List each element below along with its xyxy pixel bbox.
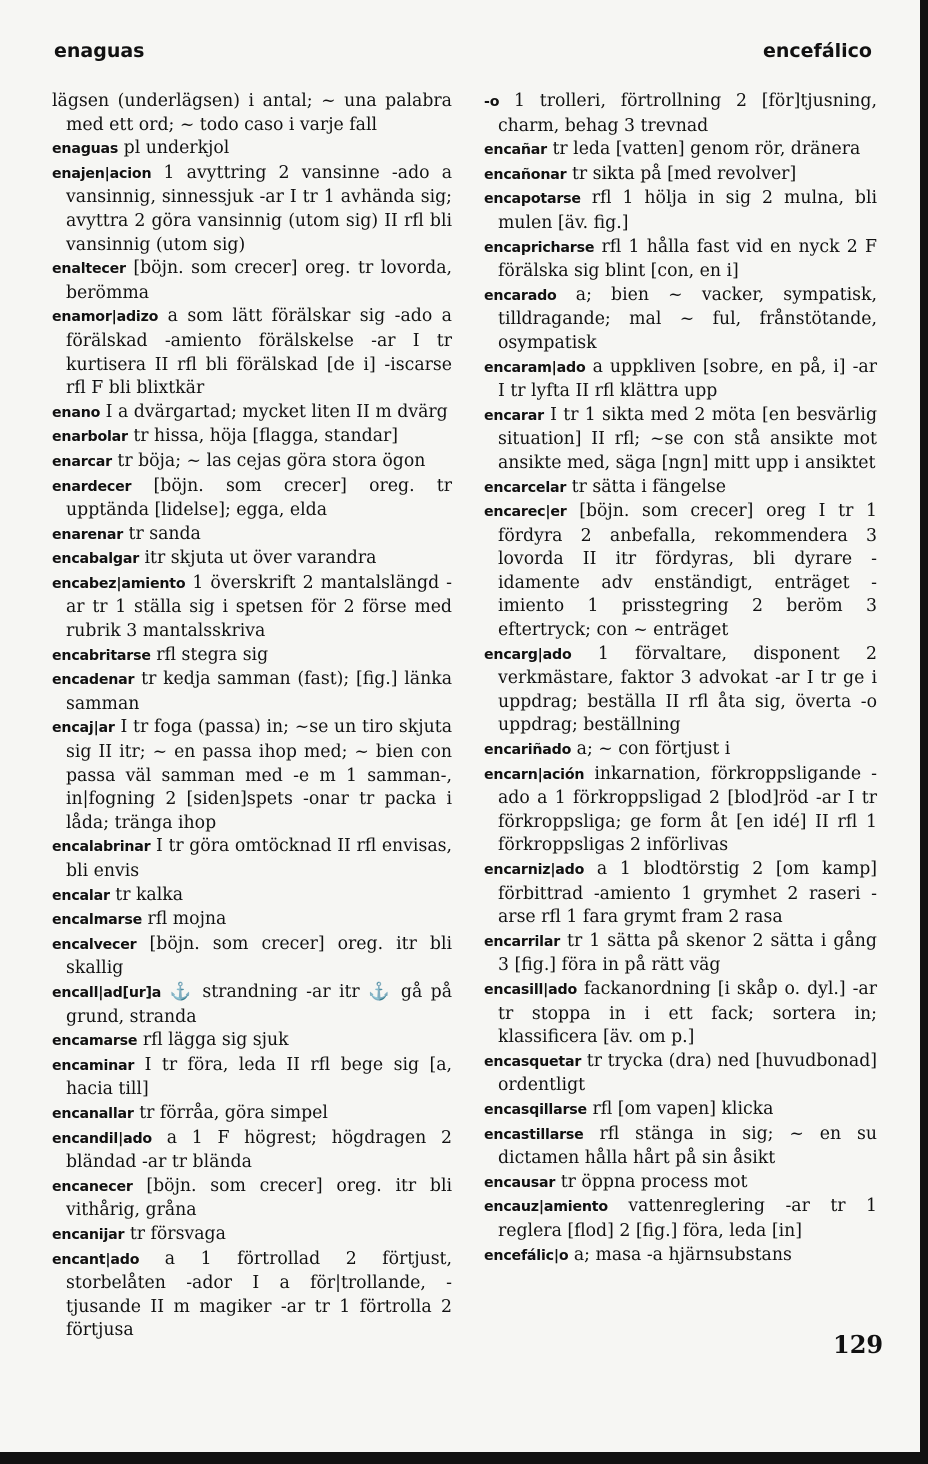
headword: encausar [484,1174,556,1191]
definition: tr hissa, höja [flagga, standar] [133,426,399,447]
dictionary-entry [484,500,877,643]
headword: encall|ad[ur]a [52,984,162,1001]
dictionary-entry [52,933,452,981]
definition: a; bien ~ vacker, sympatisk, tilldragande; mal ~ ful, frånstötande, osympatisk [498,284,877,353]
dictionary-entry [484,356,877,404]
definition: [böjn. som crecer] oreg. tr upptända [lidelse]; egga, elda [66,475,452,521]
dictionary-entry [52,90,452,137]
definition: a 1 blodtörstig 2 [om kamp] förbittrad -amiento 1 grymhet 2 raseri -arse rfl 1 fara grymt fram 2 rasa [498,859,878,928]
definition: 1 överskrift 2 mantalslängd -ar tr 1 ställa sig i spetsen för 2 förse med rubrik 3 mantalsskriva [66,572,452,642]
dictionary-entry [52,1175,452,1223]
definition: a; ~ con förtjust i [576,739,731,760]
definition: vattenreglering -ar tr 1 reglera [flod] 2 [fig.] föra, leda [in] [498,1196,877,1241]
headword: enamor|adizo [52,309,159,326]
headword: encasqillarse [484,1101,587,1118]
definition: fackanordning [i skåp o. dyl.] -ar tr stoppa in i ett fack; sortera in; klassificera [äv. om p.] [498,978,877,1048]
dictionary-entry [52,884,452,909]
headword: encabritarse [52,647,151,664]
definition: itr skjuta ut över varandra [144,548,377,569]
dictionary-entry [52,523,452,548]
page-number: 129 [833,1330,884,1359]
running-head-left: enaguas [54,40,145,62]
definition: inkarnation, förkroppsligande -ado a 1 förkroppsligad 2 [blod]röd -ar I tr förkroppsliga; ge form åt [en idé] II rfl 1 förkroppsligas 2 införlivas [498,763,877,856]
dictionary-entry [52,305,452,400]
dictionary-entry [52,716,452,835]
headword: encamarse [52,1033,138,1050]
definition: tr försvaga [129,1223,226,1244]
headword: encauz|amiento [484,1199,608,1216]
dictionary-entry [52,547,452,572]
dictionary-entry [484,930,877,978]
dictionary-entry [52,257,452,305]
dictionary-entry [52,1223,452,1248]
headword: encapricharse [484,239,595,256]
headword: encañonar [484,166,567,183]
headword: -o [484,94,500,110]
dictionary-entry [52,1054,452,1102]
dictionary-entry [52,475,452,523]
definition: rfl 1 hålla fast vid en nyck 2 F förälska sig blint [con, en i] [498,236,877,282]
definition: [böjn. som crecer] oreg. itr bli skallig [66,933,453,979]
definition: I tr föra, leda II rfl bege sig [a, hacia till] [66,1054,452,1100]
headword: encadenar [52,672,135,689]
headword: encañar [484,142,547,159]
headword: encasill|ado [484,981,577,998]
dictionary-entry [52,835,452,883]
dictionary-entry [484,1171,877,1196]
headword: encarcelar [484,479,567,496]
headword: enajen|acion [52,165,152,182]
definition: 1 trolleri, förtrollning 2 [för]tjusning, charm, behag 3 trevnad [498,91,877,136]
headword: encant|ado [52,1251,140,1268]
definition: [böjn. som crecer] oreg. itr bli vithårig, gråna [66,1175,452,1221]
definition: I tr göra omtöcknad II rfl envisas, bli envis [66,836,452,881]
headword: encalvecer [52,936,137,953]
headword: encarec|er [484,504,567,521]
definition: tr kedja samman (fast); [fig.] länka samman [66,669,453,714]
definition: 1 förvaltare, disponent 2 verkmästare, faktor 3 advokat -ar I tr ge i uppdrag; beställa II rfl åta sig, överta -o uppdrag; beställning [498,643,877,736]
dictionary-entry [52,1248,452,1343]
dictionary-entry [484,1098,877,1123]
definition: 1 avyttring 2 vansinne -ado a vansinnig, sinnessjuk -ar I tr 1 avhända sig; avyttra 2 göra vansinnig (utom sig) II rfl bli vansinnig (utom sig) [66,162,452,255]
definition: rfl stegra sig [156,644,269,665]
dictionary-entry [52,450,452,475]
headword: encariñado [484,742,572,759]
headword: encarado [484,287,557,304]
headword: encarn|ación [484,766,585,783]
definition: tr sanda [128,523,201,544]
dictionary-entry [52,1102,452,1127]
headword: enano [52,404,101,421]
headword: encalar [52,887,110,904]
headword: encabalgar [52,551,140,568]
dictionary-entry [484,187,877,235]
dictionary-entry [52,401,452,426]
definition: tr öppna process mot [560,1171,748,1192]
headword: encapotarse [484,191,581,208]
definition: ⚓ strandning -ar itr ⚓ gå på grund, stranda [66,981,452,1027]
headword: encefálic|o [484,1247,569,1264]
dictionary-entry [484,1195,877,1243]
definition: rfl mojna [147,909,227,930]
headword: encanijar [52,1226,125,1243]
dictionary-entry [484,858,877,930]
definition: tr kalka [115,884,184,905]
definition: pl underkjol [123,138,230,159]
definition: a; masa -a hjärnsubstans [573,1244,792,1265]
definition: I tr 1 sikta med 2 möta [en besvärlig situation] II rfl; ~se con stå ansikte mot ansikte med, säga [ngn] mitt upp i ansiktet [498,404,878,473]
dictionary-entry [484,978,877,1050]
dictionary-entry [484,1244,877,1269]
headword: encabez|amiento [52,575,186,592]
dictionary-entry [484,476,877,501]
headword: encarrilar [484,933,560,950]
definition: I tr foga (passa) in; ~se un tiro skjuta sig II itr; ~ en passa ihop med; ~ bien con passa väl samman med -e m 1 samman-, in|fogning 2 [siden]spets -onar tr packa i låda; tränga ihop [66,717,453,833]
headword: encalmarse [52,912,142,929]
right-column [484,90,877,1268]
definition: I a dvärgartad; mycket liten II m dvärg [105,401,448,422]
definition: rfl 1 hölja in sig 2 mulna, bli mulen [äv. fig.] [498,188,877,233]
dictionary-entry [52,572,452,644]
dictionary-entry [484,1123,877,1171]
headword: encastillarse [484,1126,584,1143]
dictionary-entry [52,162,452,257]
dictionary-entry [52,644,452,669]
dictionary-entry [484,643,877,738]
headword: encasquetar [484,1053,582,1070]
definition: [böjn. som crecer] oreg. tr lovorda, berömma [66,258,453,303]
dictionary-entry [484,738,877,763]
dictionary-entry [52,908,452,933]
headword: encarar [484,407,544,424]
definition: tr böja; ~ las cejas göra stora ögon [117,450,426,471]
definition: tr trycka (dra) ned [huvudbonad] ordentligt [498,1050,877,1096]
definition: tr 1 sätta på skenor 2 sätta i gång 3 [fig.] föra in på rätt väg [498,930,877,976]
dictionary-entry [484,404,877,476]
dictionary-entry [484,763,877,858]
running-head-right: encefálico [763,40,872,62]
headword: encaram|ado [484,359,586,376]
dictionary-entry [484,1050,877,1098]
dictionary-entry [484,90,877,138]
dictionary-entry [52,425,452,450]
headword: encanallar [52,1105,134,1122]
headword: encaminar [52,1057,135,1074]
headword: enardecer [52,478,132,495]
headword: encaj|ar [52,720,115,737]
definition: a 1 F högrest; högdragen 2 bländad -ar tr blända [66,1127,452,1173]
definition: tr förråa, göra simpel [139,1102,328,1123]
dictionary-entry [484,236,877,284]
dictionary-entry [52,981,452,1029]
headword: enaguas [52,141,119,158]
definition: rfl [om vapen] klicka [592,1098,774,1119]
dictionary-entry [52,668,452,716]
definition: rfl lägga sig sjuk [142,1030,289,1051]
dictionary-entry [484,138,877,163]
headword: enaltecer [52,261,126,278]
dictionary-entry [52,1029,452,1054]
headword: enarenar [52,526,123,543]
dictionary-entry [52,137,452,162]
dictionary-entry [484,284,877,356]
headword: encarg|ado [484,646,572,663]
definition: a 1 förtrollad 2 förtjust, storbelåten -ador I a för|trollande, -tjusande II m magiker -ar tr 1 förtrolla 2 förtjusa [66,1248,452,1341]
definition: [böjn. som crecer] oreg I tr 1 fördyra 2 anbefalla, rekommendera 3 lovorda II itr fördyras, bli dyrare -idamente adv enständigt, enträget -imiento 1 prisstegring 2 beröm 3 eftertryck; con ~ enträget [498,501,877,641]
left-column [52,90,452,1343]
definition: tr leda [vatten] genom rör, dränera [552,139,861,160]
headword: encanecer [52,1178,133,1195]
headword: encandil|ado [52,1130,152,1147]
definition: rfl stänga in sig; ~ en su dictamen hålla hårt på sin åsikt [498,1123,877,1169]
definition: a som lätt förälskar sig -ado a förälskad -amiento förälskelse -ar I tr kurtisera II rfl bli förälskad [de i] -iscarse rfl F bli blixtkär [66,306,452,399]
definition: a uppkliven [sobre, en på, i] -ar I tr lyfta II rfl klättra upp [498,356,877,402]
headword: enarbolar [52,429,128,446]
dictionary-entry [484,163,877,188]
headword: encalabrinar [52,839,151,856]
headword: encarniz|ado [484,862,585,878]
definition: tr sikta på [med revolver] [571,163,797,184]
definition: tr sätta i fängelse [571,476,726,497]
dictionary-entry [52,1127,452,1175]
headword: enarcar [52,453,112,470]
definition: lägsen (underlägsen) i antal; ~ una palabra med ett ord; ~ todo caso i varje fall [52,91,452,135]
